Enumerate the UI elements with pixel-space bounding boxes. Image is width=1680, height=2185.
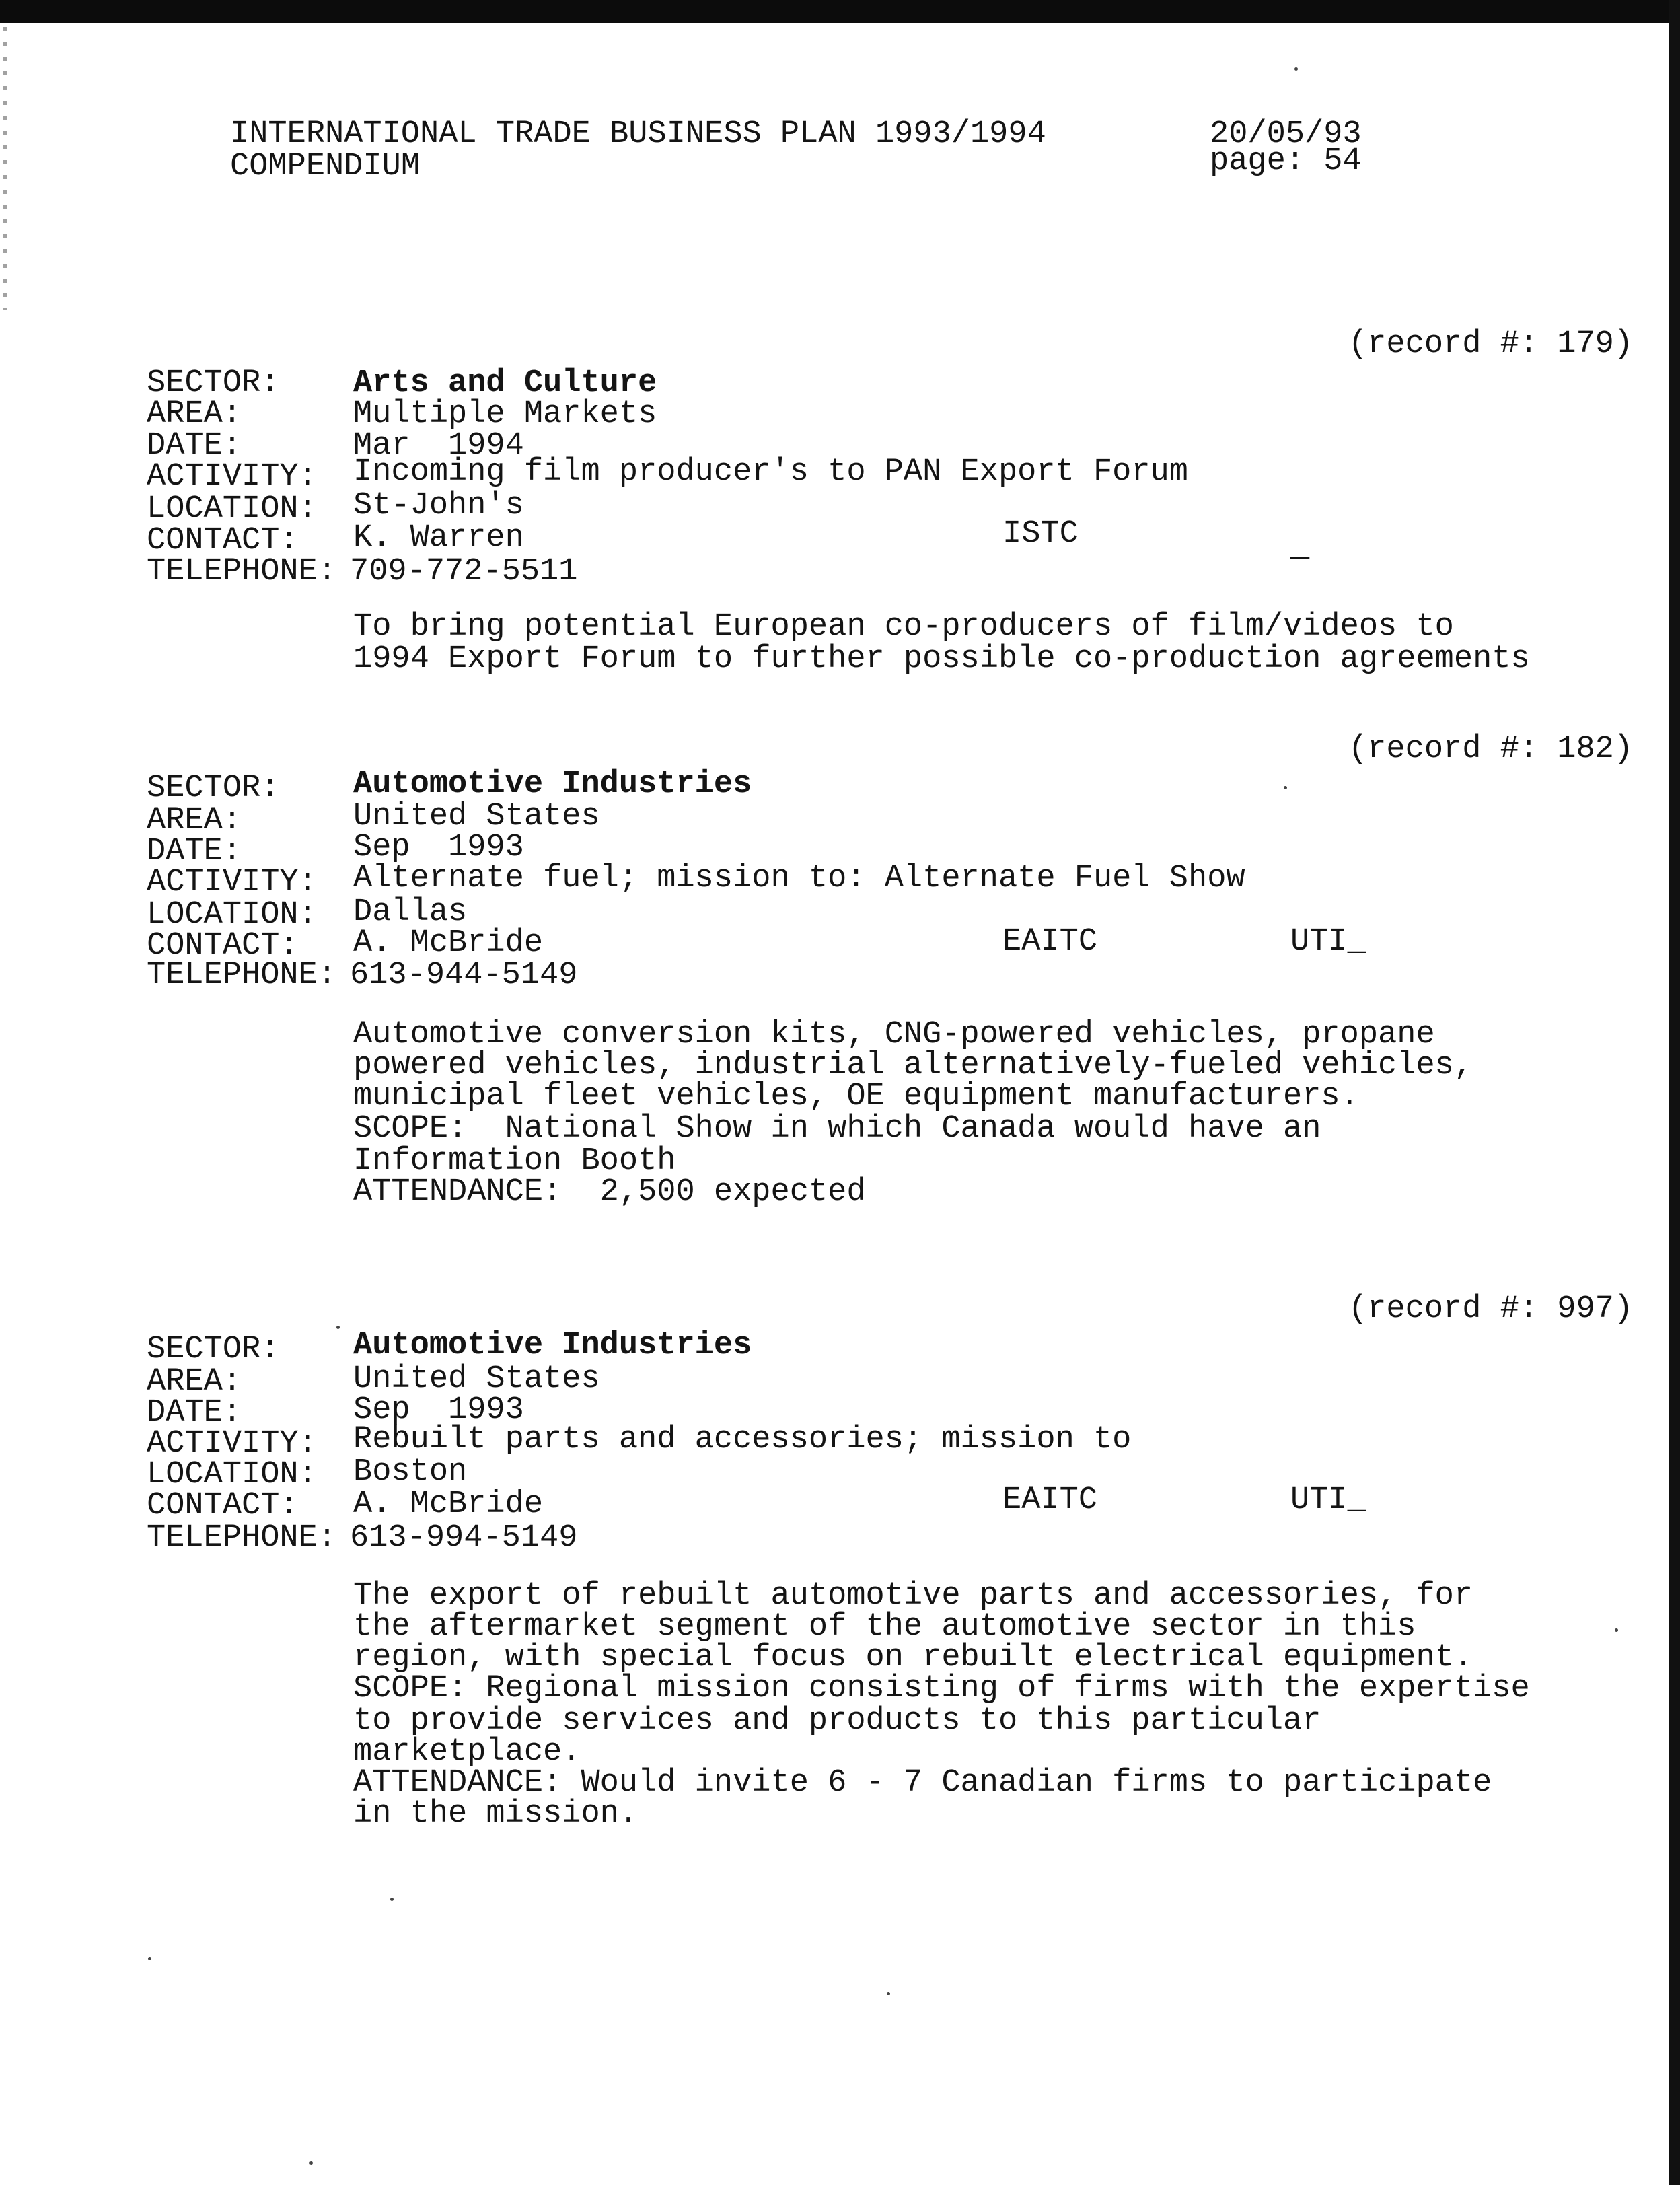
date-value: Sep 1993 — [353, 1392, 524, 1428]
location-value: Boston — [353, 1454, 468, 1490]
contact-value: K. Warren — [353, 520, 524, 556]
description-line: 1994 Export Forum to further possible co-production agreements — [353, 641, 1530, 677]
scan-speck — [1284, 786, 1287, 789]
telephone-label: TELEPHONE: — [147, 554, 337, 589]
description-line: ATTENDANCE: 2,500 expected — [353, 1174, 866, 1210]
contact-value: A. McBride — [353, 925, 544, 961]
activity-value: Rebuilt parts and accessories; mission to — [353, 1422, 1132, 1458]
record-number: (record #: 182) — [1348, 731, 1634, 767]
area-label: AREA: — [147, 803, 242, 838]
date-label: DATE: — [147, 834, 242, 869]
description-line: region, with special focus on rebuilt electrical equipment. — [353, 1640, 1473, 1676]
division-code: UTI_ — [1290, 1482, 1366, 1518]
scan-speck — [1294, 67, 1298, 71]
scan-speck — [1615, 1628, 1618, 1632]
location-value: St-John's — [353, 488, 524, 524]
telephone-label: TELEPHONE: — [147, 1520, 337, 1556]
scan-speck — [336, 1326, 340, 1329]
record-number: (record #: 997) — [1348, 1291, 1634, 1327]
date-value: Sep 1993 — [353, 830, 524, 865]
date-value: Mar 1994 — [353, 428, 524, 464]
activity-value: Alternate fuel; mission to: Alternate Fuel Show — [353, 861, 1245, 896]
activity-label: ACTIVITY: — [147, 459, 318, 495]
area-value: Multiple Markets — [353, 396, 657, 432]
division-code: UTI_ — [1290, 924, 1366, 960]
department-code: ISTC — [1002, 516, 1079, 552]
description-line: Information Booth — [353, 1143, 676, 1179]
department-code: EAITC — [1002, 924, 1098, 960]
telephone-value: 613-944-5149 — [350, 958, 578, 993]
location-label: LOCATION: — [147, 1457, 318, 1493]
description-line: To bring potential European co-producers of film/videos to — [353, 609, 1454, 645]
description-line: Automotive conversion kits, CNG-powered vehicles, propane — [353, 1017, 1435, 1052]
scan-speck — [390, 1898, 394, 1901]
contact-label: CONTACT: — [147, 928, 299, 964]
description-line: municipal fleet vehicles, OE equipment manufacturers. — [353, 1079, 1359, 1114]
area-label: AREA: — [147, 396, 242, 432]
description-line: the aftermarket segment of the automotive sector in this — [353, 1609, 1416, 1645]
contact-label: CONTACT: — [147, 523, 299, 559]
telephone-value: 613-994-5149 — [350, 1520, 578, 1556]
description-line: powered vehicles, industrial alternatively-fueled vehicles, — [353, 1048, 1473, 1083]
location-label: LOCATION: — [147, 897, 318, 933]
area-value: United States — [353, 799, 600, 834]
document-title: INTERNATIONAL TRADE BUSINESS PLAN 1993/1994 — [230, 116, 1046, 152]
area-value: United States — [353, 1361, 600, 1397]
date-label: DATE: — [147, 428, 242, 464]
page-number: page: 54 — [1210, 143, 1362, 179]
division-code: _ — [1290, 530, 1310, 565]
description-line: SCOPE: Regional mission consisting of firms with the expertise — [353, 1671, 1530, 1707]
area-label: AREA: — [147, 1364, 242, 1400]
sector-label: SECTOR: — [147, 365, 280, 401]
activity-label: ACTIVITY: — [147, 865, 318, 900]
activity-value: Incoming film producer's to PAN Export Forum — [353, 454, 1189, 490]
telephone-value: 709-772-5511 — [350, 554, 578, 589]
location-label: LOCATION: — [147, 491, 318, 527]
sector-label: SECTOR: — [147, 771, 280, 806]
description-line: SCOPE: National Show in which Canada would have an — [353, 1111, 1321, 1147]
telephone-label: TELEPHONE: — [147, 958, 337, 993]
sector-label: SECTOR: — [147, 1332, 280, 1367]
contact-label: CONTACT: — [147, 1488, 299, 1524]
description-line: marketplace. — [353, 1734, 581, 1770]
description-line: The export of rebuilt automotive parts and accessories, for — [353, 1578, 1473, 1614]
description-line: to provide services and products to this particular — [353, 1703, 1321, 1739]
contact-value: A. McBride — [353, 1486, 544, 1522]
scan-speck — [148, 1957, 151, 1960]
document-date: 20/05/93 — [1210, 116, 1362, 152]
description-line: ATTENDANCE: Would invite 6 - 7 Canadian firms to participate — [353, 1765, 1492, 1801]
scan-speck — [309, 2161, 313, 2165]
description-line: in the mission. — [353, 1796, 638, 1832]
scan-speck — [887, 1992, 890, 1995]
record-number: (record #: 179) — [1348, 326, 1634, 362]
document-subtitle: COMPENDIUM — [230, 149, 421, 184]
sector-value: Arts and Culture — [353, 365, 657, 401]
department-code: EAITC — [1002, 1482, 1098, 1518]
activity-label: ACTIVITY: — [147, 1426, 318, 1462]
date-label: DATE: — [147, 1395, 242, 1431]
sector-value: Automotive Industries — [353, 1328, 752, 1363]
sector-value: Automotive Industries — [353, 766, 752, 802]
location-value: Dallas — [353, 894, 468, 930]
